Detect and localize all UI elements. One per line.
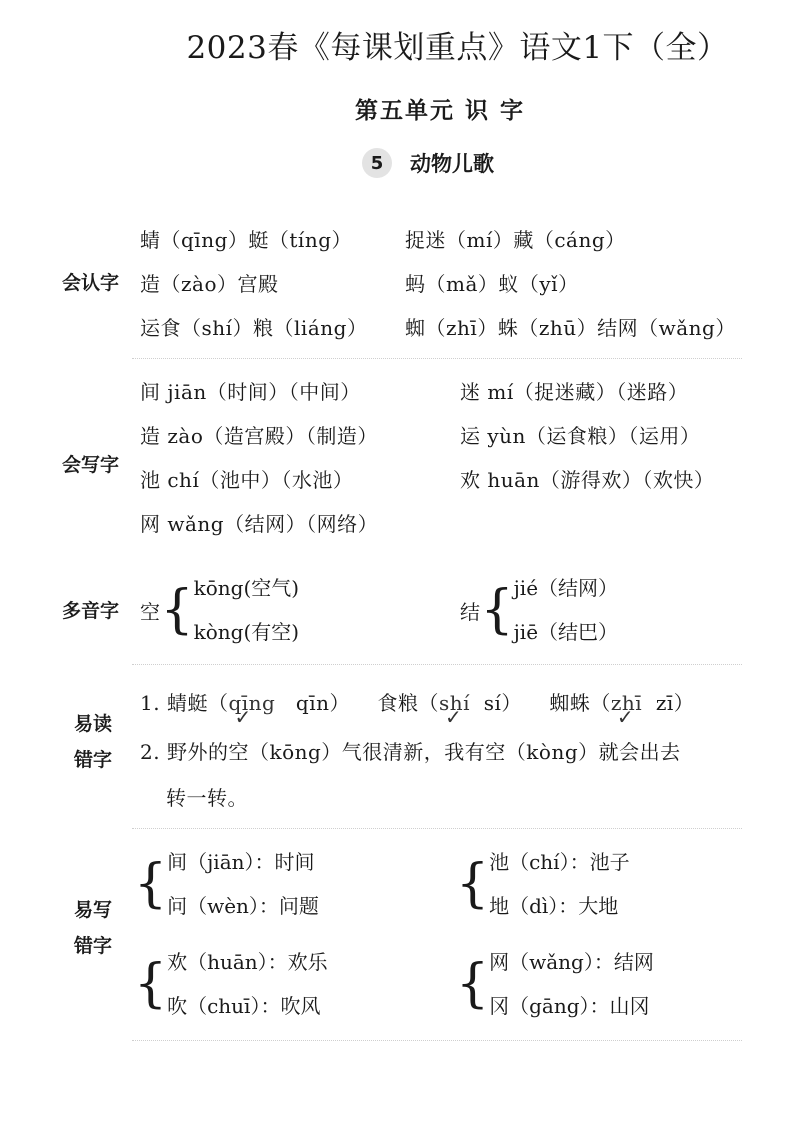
misread-item-2 [140, 736, 681, 765]
miswrite-entry: 问（wèn）：问题 [167, 894, 319, 918]
miswrite-entry: 地（dì）：大地 [489, 894, 619, 918]
brace-icon: { [456, 854, 490, 914]
polyphone-reading: jiē（结巴） [513, 620, 619, 644]
polyphone-char: 结 [460, 599, 481, 624]
document-title: 2023春《每课划重点》语文1下（全） [186, 30, 729, 66]
polyphone-reading: kōng(空气) [193, 576, 300, 600]
recognize-line-1b: 捉迷（mí）藏（cáng） [405, 228, 626, 252]
lesson-heading [362, 148, 494, 178]
divider [132, 828, 742, 829]
section-label-polyphone: 多音字 [62, 600, 120, 622]
miswrite-entry: 吹（chuī）：吹风 [167, 994, 321, 1018]
misread-word: 食粮（ [377, 691, 439, 715]
sentence: 野外的空（kōng）气很清新，我有空（kòng）就会出去 [166, 740, 681, 764]
section-label-recognize: 会认字 [62, 272, 120, 294]
divider [132, 1040, 742, 1041]
section-label-miswrite [74, 892, 112, 964]
brace-icon: { [134, 954, 168, 1014]
section-label-misread [74, 706, 112, 778]
write-line-3a: 池 chí（池中）（水池） [140, 468, 354, 492]
miswrite-group [134, 840, 319, 928]
polyphone-reading: kòng(有空) [193, 620, 300, 644]
miswrite-group [134, 940, 328, 1028]
misread-item-2-cont: 转一转。 [166, 786, 248, 810]
lesson-number-badge: 5 [362, 148, 392, 178]
brace-icon: { [480, 580, 514, 640]
write-line-2a: 造 zào（造宫殿）（制造） [140, 424, 378, 448]
miswrite-entry: 冈（gāng）：山冈 [489, 994, 650, 1018]
recognize-line-3b: 蜘（zhī）蛛（zhū）结网（wǎng） [405, 316, 736, 340]
miswrite-entry: 网（wǎng）：结网 [489, 950, 654, 974]
label-line: 易读 [74, 713, 113, 735]
divider [132, 664, 742, 665]
write-line-1a: 间 jiān（时间）（中间） [140, 380, 361, 404]
lesson-title: 动物儿歌 [410, 152, 494, 176]
brace-icon: { [456, 954, 490, 1014]
polyphone-reading: jié（结网） [513, 576, 619, 600]
divider [132, 358, 742, 359]
polyphone-char: 空 [140, 599, 161, 624]
wrong-reading: qīn） [295, 691, 351, 715]
polyphone-left [140, 566, 299, 654]
miswrite-group [456, 840, 630, 928]
misread-word: 蜻蜓（ [166, 691, 229, 715]
recognize-line-2b: 蚂（mǎ）蚁（yǐ） [405, 272, 579, 296]
recognize-line-2a: 造（zào）宫殿 [140, 272, 279, 296]
miswrite-entry: 间（jiān）：时间 [167, 850, 315, 874]
miswrite-entry: 池（chí）：池子 [489, 850, 630, 874]
recognize-line-1a: 蜻（qīng）蜓（tíng） [140, 228, 352, 252]
miswrite-group [456, 940, 654, 1028]
polyphone-right [460, 566, 618, 654]
misread-word: 蜘蛛（ [549, 691, 611, 715]
misread-item-1 [140, 687, 694, 716]
correct-reading: zhī ✓ [611, 691, 642, 715]
label-line: 易写 [74, 899, 113, 921]
write-line-4a: 网 wǎng（结网）（网络） [140, 512, 379, 536]
wrong-reading: sí） [483, 691, 522, 715]
write-line-1b: 迷 mí（捉迷藏）（迷路） [460, 380, 689, 404]
brace-icon: { [134, 854, 168, 914]
write-line-3b: 欢 huān（游得欢）（欢快） [460, 468, 715, 492]
write-line-2b: 运 yùn（运食粮）（运用） [460, 424, 701, 448]
correct-reading: shí ✓ [439, 691, 470, 715]
miswrite-entry: 欢（huān）：欢乐 [167, 950, 328, 974]
item-number: 2. [140, 740, 161, 764]
wrong-reading: zī） [655, 691, 695, 715]
unit-title: 第五单元 识 字 [354, 98, 525, 124]
section-label-write: 会写字 [62, 454, 120, 476]
item-number: 1. [140, 691, 161, 715]
recognize-line-3a: 运食（shí）粮（liáng） [140, 316, 368, 340]
correct-reading: qīng ✓ [228, 691, 275, 715]
label-line: 错字 [74, 935, 113, 957]
brace-icon: { [160, 580, 194, 640]
label-line: 错字 [74, 749, 113, 771]
